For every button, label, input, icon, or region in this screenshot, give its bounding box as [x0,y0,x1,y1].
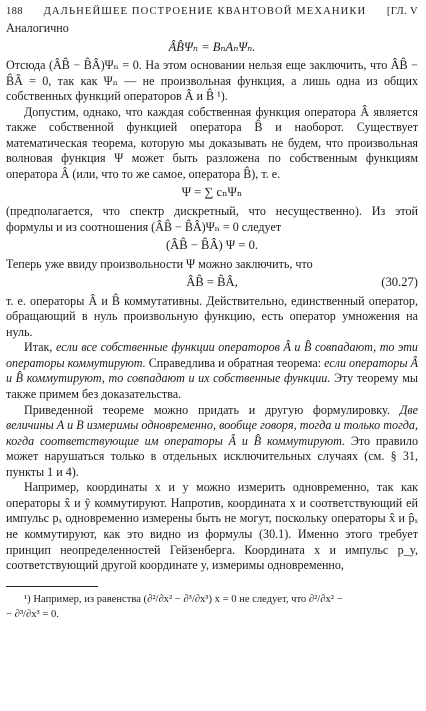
equation-expansion: Ψ = ∑ cₙΨₙ [181,185,243,200]
paragraph-example-coordinates: Например, координаты x и y можно измерить одновременно, так как операторы x̂ и ŷ коммутируют. Напротив, координата x и соответствующий ей импульс pₓ одновременно измерены быть не могут, поскольку операторы x̂ и p̂ₓ не коммутируют, как это видно из формулы (30.1). Именно этого требует принцип неопределенностей Гейзенберга. Координата x и импульс p_y, соответствующий другой координате y, измеримы одновременно, [6,480,418,573]
footnote [6,592,418,622]
page-number: 188 [6,6,23,17]
equation-commutation: ÂB̂ = B̂Â, [186,275,238,290]
running-head [6,4,418,21]
paragraph-arbitrariness: Теперь уже ввиду произвольности Ψ можно заключить, что [6,256,313,271]
footnote-line-1: ¹) Например, из равенства (∂²/∂x² − ∂³/∂x³) x = 0 не следует, что ∂²/∂x² − [24,593,343,605]
equation-eigen-product: ÂB̂Ψₙ = BₙAₙΨₙ. [168,39,256,54]
running-title: ДАЛЬНЕЙШЕЕ ПОСТРОЕНИЕ КВАНТОВОЙ МЕХАНИКИ [43,6,367,17]
paragraph-theorem [6,340,418,402]
paragraph-commutator-zero: Отсюда (ÂB̂ − B̂Â)Ψₙ = 0. На этом основании нельзя еще заключить, что ÂB̂ − B̂Â = 0, так как Ψₙ — не произвольная функция, а лишь одна из общих собственных функций операторов Â и B̂ ¹). [6,58,418,104]
equation-30-27 [6,275,418,291]
chapter-label: [ГЛ. V [386,6,418,17]
theorem-intro: Итак, [24,340,56,355]
footnote-rule [6,586,98,587]
converse-intro: Справедлива и обратная теорема: [145,355,325,370]
paragraph-assumption: Допустим, однако, что каждая собственная функция оператора Â является также собственной функцией оператора B̂ и наоборот. Существует математическая теорема, которую мы доказывать не будем, что произвольная волновая функция Ψ может быть разложена по собственным функциям оператора Â (или, что то же самое, оператора B̂), т. е. [6,104,418,181]
footnote-line-2: − ∂³/∂x³ = 0. [6,608,59,620]
converse-statement: если операторы Â и B̂ коммутируют, то совпадают и их собственные функции. [6,355,419,386]
theorem-statement: если все собственные функции операторов Â и B̂ совпадают, то эти операторы коммутируют. [6,340,418,370]
measurability-rule: Две величины A и B измеримы одновременно, вообще говоря, тогда и только тогда, когда соответствующие им операторы Â и B̂ коммутируют. [6,402,418,448]
paragraph-commutative: т. е. операторы Â и B̂ коммутативны. Действительно, единственный оператор, обращающий в нуль произвольную функцию, есть оператор умножения на нуль. [6,293,418,339]
paragraph-reformulation [6,403,418,481]
paragraph-analogously: Аналогично [6,21,69,35]
equation-commutator-psi: (ÂB̂ − B̂Â) Ψ = 0. [165,238,259,253]
equation-number: (30.27) [381,275,418,290]
rule-exceptions: Это правило может нарушаться только в отдельных исключительных случаях (см. § 31, пункты 1 и 4). [6,433,418,479]
paragraph-spectrum: (предполагается, что спектр дискретный, что несущественно). Из этой формулы и из соотношения (ÂB̂ − B̂Â)Ψₙ = 0 следует [6,204,418,234]
theorem-note: Эту теорему мы также примем без доказательства. [6,371,418,402]
reformulation-intro: Приведенной теореме можно придать и другую формулировку. [24,402,400,417]
